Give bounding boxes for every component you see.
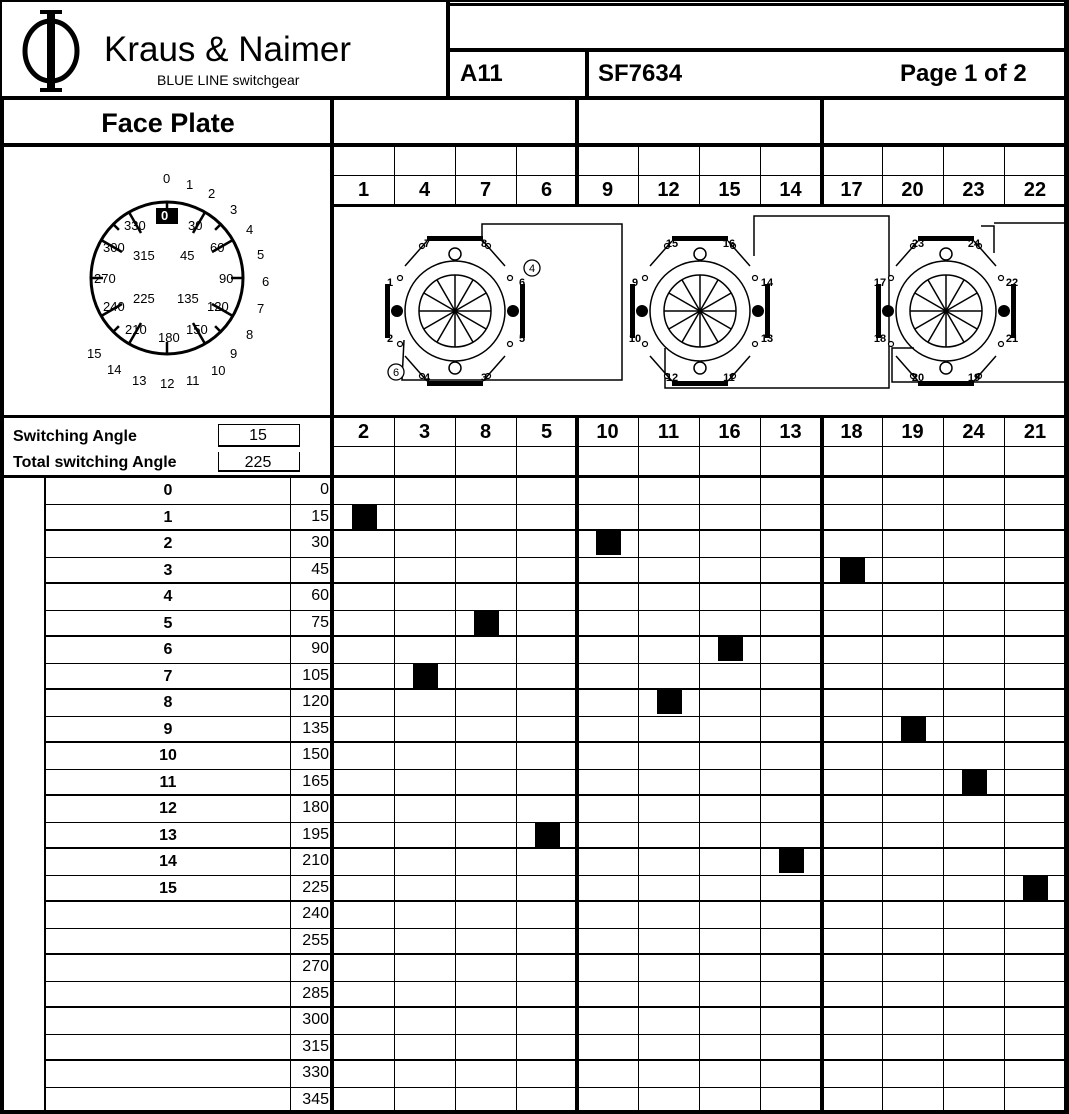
contact-closed-marker xyxy=(474,611,499,635)
face-plate-label: 315 xyxy=(133,248,155,263)
position-label: 15 xyxy=(159,880,177,897)
face-plate-label: 300 xyxy=(103,240,125,255)
face-plate-label: 45 xyxy=(180,248,195,263)
position-angle: 75 xyxy=(311,614,329,631)
position-angle: 60 xyxy=(311,587,329,604)
position-label: 2 xyxy=(163,535,173,552)
terminal-top-label: 4 xyxy=(418,179,431,201)
terminal-top-label: 12 xyxy=(657,179,680,201)
wiring-terminal-label: 7 xyxy=(423,238,431,250)
position-angle: 45 xyxy=(311,561,329,578)
position-label: 7 xyxy=(163,668,173,685)
position-angle: 105 xyxy=(302,667,329,684)
face-plate-label: 14 xyxy=(107,362,122,377)
grid-line xyxy=(0,475,1069,478)
row-line xyxy=(44,794,1069,796)
wiring-terminal-label: 14 xyxy=(760,277,774,289)
wiring-terminal-label: 5 xyxy=(518,333,526,345)
position-angle: 210 xyxy=(302,852,329,869)
brand-subtitle: BLUE LINE switchgear xyxy=(157,72,300,88)
row-line xyxy=(44,504,1069,505)
grid-line xyxy=(575,416,579,1114)
kraus-naimer-logo xyxy=(18,8,84,94)
position-label: 12 xyxy=(159,800,177,817)
wiring-terminal-label: 12 xyxy=(665,372,679,384)
row-line xyxy=(44,688,1069,690)
position-angle: 30 xyxy=(311,534,329,551)
position-label: 11 xyxy=(159,774,177,791)
terminal-bottom-label: 21 xyxy=(1023,421,1047,443)
terminal-top-label: 9 xyxy=(601,179,614,201)
face-plate-label: 8 xyxy=(246,327,254,342)
position-label: 6 xyxy=(163,641,173,658)
face-plate-title: Face Plate xyxy=(101,108,235,138)
face-plate-label: 0 xyxy=(161,208,169,223)
position-angle: 345 xyxy=(302,1091,329,1108)
brand-name: Kraus & Naimer xyxy=(104,30,352,69)
face-plate-label: 4 xyxy=(246,222,254,237)
row-line xyxy=(44,529,1069,531)
terminal-top-label: 22 xyxy=(1023,179,1047,201)
terminal-bottom-label: 2 xyxy=(357,421,370,443)
contact-closed-marker xyxy=(413,664,438,688)
wiring-terminal-label: 20 xyxy=(911,372,925,384)
position-label: 1 xyxy=(163,509,173,526)
face-plate-label: 330 xyxy=(124,218,146,233)
model-number: A11 xyxy=(460,60,503,87)
position-label: 13 xyxy=(159,827,177,844)
row-line xyxy=(44,582,1069,584)
position-angle: 150 xyxy=(302,746,329,763)
contact-closed-marker xyxy=(962,770,987,794)
position-angle: 240 xyxy=(302,905,329,922)
total-angle-label: Total switching Angle xyxy=(13,454,177,471)
terminal-bottom-label: 13 xyxy=(779,421,802,443)
position-label: 0 xyxy=(163,482,173,499)
row-line xyxy=(44,1059,1069,1061)
face-plate-label: 0 xyxy=(163,171,171,186)
wiring-terminal-label: 24 xyxy=(967,238,981,250)
wiring-terminal-label: 23 xyxy=(911,238,925,250)
wiring-terminal-label: 11 xyxy=(723,372,735,384)
position-angle: 225 xyxy=(302,879,329,896)
position-angle: 300 xyxy=(302,1011,329,1028)
face-plate-label: 6 xyxy=(262,274,270,289)
terminal-bottom-label: 24 xyxy=(962,421,985,443)
position-label: 10 xyxy=(159,747,177,764)
contact-closed-marker xyxy=(657,690,682,714)
terminal-top-label: 6 xyxy=(540,179,553,201)
face-plate-label: 13 xyxy=(132,373,147,388)
face-plate-label: 11 xyxy=(186,373,200,388)
position-label: 14 xyxy=(159,853,177,870)
wiring-terminal-label: 8 xyxy=(480,238,488,250)
wiring-terminal-label: 13 xyxy=(760,333,774,345)
wiring-terminal-label: 9 xyxy=(631,277,639,289)
row-line xyxy=(44,847,1069,849)
contact-closed-marker xyxy=(352,505,377,529)
face-plate-label: 240 xyxy=(103,299,125,314)
grid-line xyxy=(820,416,824,1114)
switching-angle-label: Switching Angle xyxy=(13,428,137,445)
wiring-terminal-label: 17 xyxy=(873,277,887,289)
wiring-terminal-label: 3 xyxy=(480,372,488,384)
face-plate-label: 225 xyxy=(133,291,155,306)
terminal-bottom-label: 5 xyxy=(540,421,553,443)
face-plate-label: 10 xyxy=(211,363,226,378)
terminal-bottom-label: 18 xyxy=(840,421,863,443)
position-label: 8 xyxy=(163,694,173,711)
terminal-top-label: 20 xyxy=(901,179,924,201)
position-angle: 165 xyxy=(302,773,329,790)
row-line xyxy=(44,741,1069,743)
row-line xyxy=(44,1006,1069,1008)
drawing-code: SF7634 xyxy=(598,60,683,87)
terminal-bottom-label: 11 xyxy=(657,421,680,443)
row-line xyxy=(44,953,1069,955)
face-plate-label: 135 xyxy=(177,291,199,306)
face-plate-label: 120 xyxy=(207,299,229,314)
contact-closed-marker xyxy=(535,823,560,847)
position-label: 3 xyxy=(163,562,173,579)
face-plate-label: 90 xyxy=(219,271,234,286)
grid-line xyxy=(333,175,1069,176)
wiring-terminal-label: 2 xyxy=(386,333,394,345)
face-plate-label: 30 xyxy=(188,218,203,233)
position-angle: 285 xyxy=(302,985,329,1002)
face-plate-label: 210 xyxy=(125,322,147,337)
row-line xyxy=(44,1034,1069,1035)
terminal-top-label: 1 xyxy=(357,179,370,201)
contact-closed-marker xyxy=(901,717,926,741)
terminal-top-label: 14 xyxy=(779,179,802,201)
total-angle-value: 225 xyxy=(244,454,272,471)
page-indicator: Page 1 of 2 xyxy=(900,60,1027,87)
face-plate-label: 1 xyxy=(186,177,194,192)
position-angle: 315 xyxy=(302,1038,329,1055)
terminal-top-label: 7 xyxy=(479,179,492,201)
wiring-terminal-label: 22 xyxy=(1005,277,1019,289)
face-plate-label: 12 xyxy=(160,376,175,391)
wiring-terminal-label: 21 xyxy=(1005,333,1019,345)
wiring-terminal-label: 19 xyxy=(967,372,981,384)
grid-line xyxy=(330,96,334,1114)
face-plate-label: 15 xyxy=(87,346,102,361)
position-label: 5 xyxy=(163,615,173,632)
face-plate-label: 60 xyxy=(210,240,225,255)
position-angle: 0 xyxy=(320,481,329,498)
contact-closed-marker xyxy=(718,637,743,661)
position-angle: 270 xyxy=(302,958,329,975)
wiring-terminal-label: 10 xyxy=(628,333,642,345)
row-line xyxy=(44,928,1069,929)
row-line xyxy=(44,557,1069,558)
wiring-circle-label: 4 xyxy=(528,263,536,275)
row-line xyxy=(44,610,1069,611)
position-angle: 255 xyxy=(302,932,329,949)
terminal-top-label: 15 xyxy=(718,179,741,201)
row-line xyxy=(44,1087,1069,1088)
frame-line xyxy=(1064,96,1069,1114)
terminal-bottom-label: 3 xyxy=(418,421,431,443)
face-plate-label: 270 xyxy=(94,271,116,286)
row-line xyxy=(44,663,1069,664)
face-plate-label: 5 xyxy=(257,247,265,262)
position-label: 4 xyxy=(163,588,173,605)
face-plate-label: 9 xyxy=(230,346,238,361)
grid-line xyxy=(333,446,1069,447)
face-plate-label: 2 xyxy=(208,186,216,201)
row-line xyxy=(44,875,1069,876)
terminal-bottom-label: 19 xyxy=(901,421,924,443)
position-label: 9 xyxy=(163,721,173,738)
frame-line xyxy=(0,96,4,1114)
row-line xyxy=(44,769,1069,770)
row-line xyxy=(44,981,1069,982)
contact-closed-marker xyxy=(840,558,865,582)
contact-closed-marker xyxy=(596,531,621,555)
position-angle: 15 xyxy=(311,508,329,525)
face-plate-label: 7 xyxy=(257,301,265,316)
wiring-terminal-label: 6 xyxy=(518,277,526,289)
position-angle: 195 xyxy=(302,826,329,843)
terminal-bottom-label: 8 xyxy=(479,421,492,443)
wiring-terminal-label: 15 xyxy=(665,238,679,250)
face-plate-label: 180 xyxy=(158,330,180,345)
position-angle: 135 xyxy=(302,720,329,737)
terminal-top-label: 23 xyxy=(962,179,985,201)
position-angle: 120 xyxy=(302,693,329,710)
switching-angle-value: 15 xyxy=(249,427,267,444)
grid-line xyxy=(0,143,1069,147)
terminal-bottom-label: 16 xyxy=(718,421,741,443)
wiring-diagram xyxy=(334,206,1069,418)
face-plate-label: 150 xyxy=(186,322,208,337)
contact-closed-marker xyxy=(1023,876,1048,900)
wiring-terminal-label: 1 xyxy=(386,277,394,289)
row-line xyxy=(44,900,1069,902)
position-angle: 180 xyxy=(302,799,329,816)
wiring-circle-label: 6 xyxy=(392,367,400,379)
wiring-terminal-label: 4 xyxy=(423,372,431,384)
row-line xyxy=(44,635,1069,637)
position-angle: 330 xyxy=(302,1064,329,1081)
terminal-bottom-label: 10 xyxy=(596,421,619,443)
position-angle: 90 xyxy=(311,640,329,657)
contact-closed-marker xyxy=(779,849,804,873)
terminal-top-label: 17 xyxy=(840,179,863,201)
face-plate-label: 3 xyxy=(230,202,238,217)
wiring-terminal-label: 16 xyxy=(722,238,736,250)
wiring-terminal-label: 18 xyxy=(873,333,887,345)
grid-line xyxy=(0,415,1069,418)
